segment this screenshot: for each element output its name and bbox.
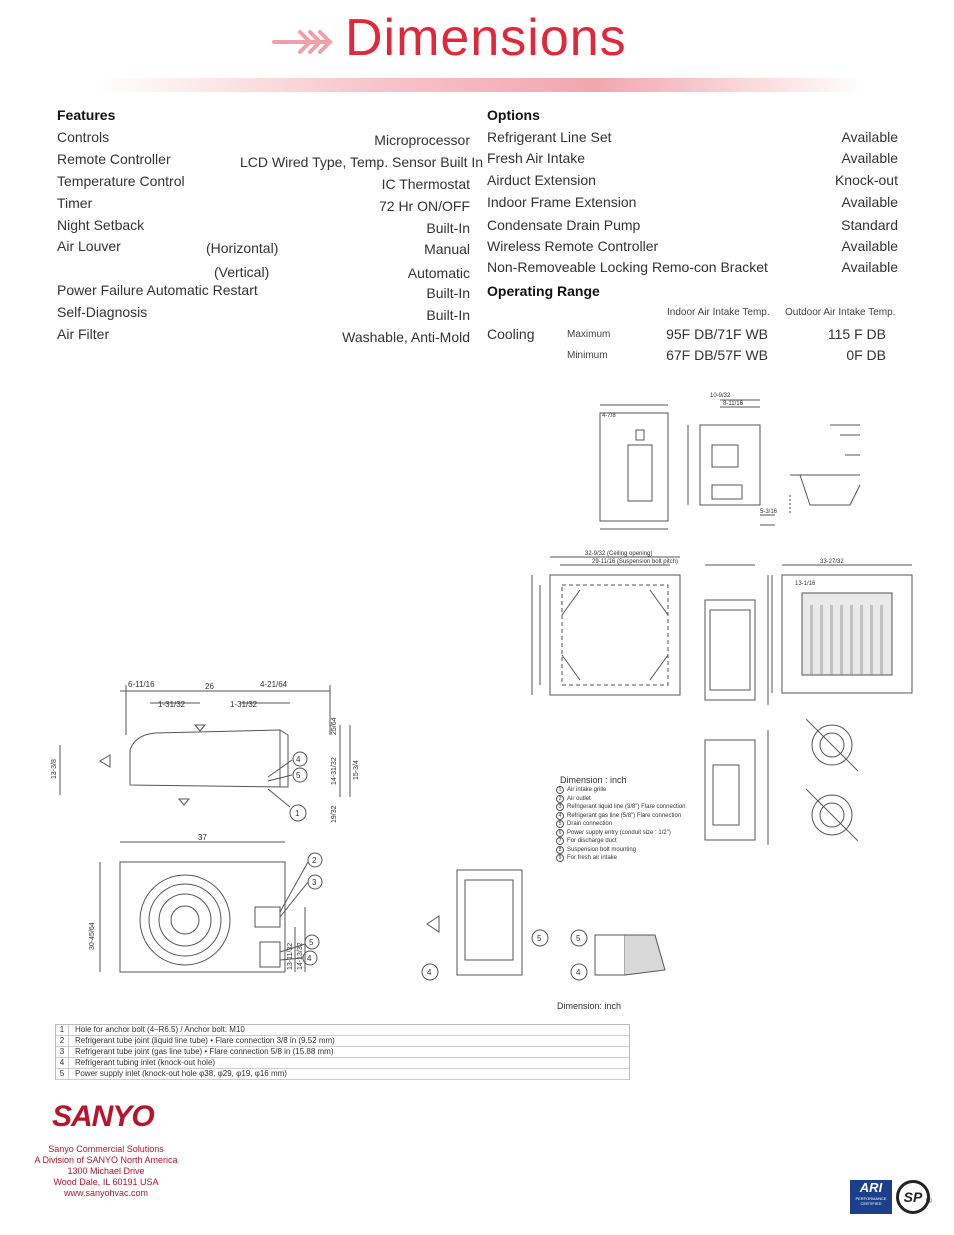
feature-value: Built-In [426, 285, 470, 301]
option-label: Non-Removeable Locking Remo-con Bracket [487, 259, 768, 275]
outdoor-legend-number: 2 [56, 1036, 69, 1046]
option-value: Standard [841, 217, 898, 233]
outdoor-legend-number: 4 [56, 1058, 69, 1068]
option-value: Available [841, 129, 898, 145]
feature-label: Air Louver [57, 238, 121, 254]
feature-value: Washable, Anti-Mold [342, 329, 470, 345]
option-label: Fresh Air Intake [487, 150, 586, 166]
indoor-side-view [600, 413, 668, 521]
footer-line: Sanyo Commercial Solutions [48, 1144, 164, 1154]
outdoor-callout-5: 5 [296, 771, 301, 780]
outdoor-dim-d7: 25/64 [331, 717, 338, 735]
outdoor-callout-4b: 4 [307, 954, 312, 963]
option-value: Available [841, 238, 898, 254]
footer-address [30, 1144, 182, 1199]
outdoor-callout-1: 1 [295, 809, 300, 818]
indoor-legend-number: 7 [556, 837, 564, 845]
outdoor-dim-d12: 30-45/64 [89, 922, 96, 950]
indoor-legend-item [556, 829, 686, 838]
indoor-legend-text: Refrigerant gas line (5/8") Flare connection [567, 812, 682, 819]
options-heading: Options [487, 107, 540, 123]
indoor-legend-number: 3 [556, 803, 564, 811]
outdoor-callout-2: 2 [312, 856, 317, 865]
indoor-legend-text: Power supply entry (conduit size : 1/2") [567, 829, 671, 836]
feature-label: Air Filter [57, 326, 110, 342]
ari-certification-badge [850, 1180, 892, 1214]
page-title: Dimensions [345, 9, 627, 67]
indoor-front-view [700, 425, 760, 505]
outdoor-legend-row [56, 1069, 629, 1080]
indoor-legend-number: 2 [556, 795, 564, 803]
indoor-legend-number: 1 [556, 786, 564, 794]
outdoor-detail-callout-5: 5 [537, 934, 542, 943]
feature-value: IC Thermostat [381, 176, 470, 192]
indoor-dim-e: 10-9/32 [710, 393, 731, 399]
indoor-legend-number: 5 [556, 820, 564, 828]
option-value: Available [841, 150, 898, 166]
indoor-side-view-2 [705, 600, 755, 700]
indoor-legend-number: 8 [556, 846, 564, 854]
outdoor-callout-3: 3 [312, 878, 317, 887]
indoor-dim-h: 5-3/16 [760, 509, 778, 515]
outdoor-legend-text: Hole for anchor bolt (4–R6.5) / Anchor bolt: M10 [75, 1025, 245, 1034]
outdoor-front-drawing [80, 832, 370, 1002]
option-label: Condensate Drain Pump [487, 217, 641, 233]
registered-mark: ® [926, 1196, 932, 1205]
feature-value: Manual [424, 241, 470, 257]
outdoor-legend-row [56, 1058, 629, 1069]
feature-value: Automatic [407, 265, 470, 281]
indoor-dim-g: 4-7/8 [602, 413, 616, 419]
indoor-legend-text: Air outlet [567, 795, 591, 802]
indoor-dim-d: 13-1/16 [795, 581, 816, 587]
feature-value: Built-In [426, 220, 470, 236]
outdoor-callout-5b: 5 [309, 938, 314, 947]
feature-label: Timer [57, 195, 93, 211]
indoor-min-value: 67F DB/57F WB [666, 347, 768, 363]
indoor-legend-item [556, 812, 686, 821]
indoor-plan-view [550, 575, 680, 695]
option-label: Wireless Remote Controller [487, 238, 659, 254]
outdoor-legend-row [56, 1047, 629, 1058]
sanyo-logo: SANYO [52, 1100, 154, 1133]
option-value: Available [841, 259, 898, 275]
minimum-label: Minimum [567, 350, 608, 361]
indoor-legend-item [556, 837, 686, 846]
outdoor-dimension-note: Dimension: inch [557, 1001, 622, 1011]
outdoor-max-value: 115 F DB [827, 326, 886, 342]
outdoor-callout-4: 4 [296, 755, 301, 764]
feature-label: Temperature Control [57, 173, 185, 189]
outdoor-min-value: 0F DB [846, 347, 886, 363]
feature-label: Self-Diagnosis [57, 304, 148, 320]
features-heading: Features [57, 107, 116, 123]
indoor-legend [556, 786, 686, 863]
indoor-legend-text: Drain connection [567, 821, 613, 827]
indoor-legend-text: Refrigerant liquid line (3/8") Flare connection [567, 804, 686, 810]
indoor-legend-number: 4 [556, 812, 564, 820]
cooling-label: Cooling [487, 326, 535, 342]
outdoor-legend-text: Refrigerant tubing inlet (knock-out hole) [75, 1058, 216, 1067]
maximum-label: Maximum [567, 329, 611, 340]
indoor-legend-text: Suspension bolt mounting [567, 846, 637, 853]
outdoor-right-drawing [415, 860, 675, 990]
indoor-dim-c: 33-27/32 [820, 559, 844, 565]
indoor-legend-number: 6 [556, 829, 564, 837]
outdoor-legend-number: 3 [56, 1047, 69, 1057]
indoor-dim-f: 8-11/16 [723, 401, 743, 407]
outdoor-dim-d3: 4-21/64 [260, 680, 288, 689]
outdoor-right-side [457, 870, 522, 975]
outdoor-side-drawing [40, 675, 370, 835]
chevron-arrows-icon [272, 28, 336, 56]
feature-value: LCD Wired Type, Temp. Sensor Built In [240, 154, 484, 170]
ari-label: ARI [859, 1180, 883, 1195]
option-label: Airduct Extension [487, 172, 596, 188]
outdoor-dim-d10: 19/32 [331, 805, 338, 823]
outdoor-legend-row [56, 1025, 629, 1036]
operating-range-heading: Operating Range [487, 283, 600, 299]
feature-sub-label: (Horizontal) [206, 240, 279, 256]
outdoor-legend-table [55, 1024, 630, 1080]
csa-certification-icon: SP [896, 1180, 930, 1214]
outdoor-dim-d14: 14-13/32 [297, 942, 304, 970]
indoor-legend-text: Air intake grille [567, 787, 607, 793]
title-rule [95, 78, 865, 92]
outdoor-legend-text: Refrigerant tube joint (gas line tube) • Flare connection 5/8 in (15.88 mm) [75, 1047, 334, 1056]
indoor-legend-text: For discharge duct [567, 838, 617, 844]
outdoor-detail-callout-4: 4 [427, 968, 432, 977]
option-value: Available [841, 194, 898, 210]
feature-label: Night Setback [57, 217, 145, 233]
outdoor-dim-d9: 15-3/4 [353, 760, 360, 780]
indoor-dim-b: 29-11/16 (Suspension bolt pitch) [592, 559, 678, 565]
outdoor-dim-d4: 1-31/32 [158, 700, 186, 709]
indoor-legend-item [556, 820, 686, 829]
footer-line: Wood Dale, IL 60191 USA [53, 1177, 159, 1187]
outdoor-dim-d13: 13-11/32 [287, 942, 294, 970]
indoor-legend-number: 9 [556, 854, 564, 862]
indoor-legend-item [556, 795, 686, 804]
feature-value: Microprocessor [374, 132, 470, 148]
indoor-max-value: 95F DB/71F WB [666, 326, 768, 342]
outdoor-legend-number: 1 [56, 1025, 69, 1035]
outdoor-legend-number: 5 [56, 1069, 69, 1079]
outdoor-temp-header: Outdoor Air Intake Temp. [785, 307, 896, 318]
option-value: Knock-out [834, 172, 898, 188]
option-label: Refrigerant Line Set [487, 129, 612, 145]
feature-label: Power Failure Automatic Restart [57, 282, 258, 298]
footer-line: A Division of SANYO North America [34, 1155, 178, 1165]
indoor-dim-a: 32-9/32 (Ceiling opening) [585, 551, 653, 557]
outdoor-legend-text: Power supply inlet (knock-out hole φ38, φ29, φ19, φ16 mm) [75, 1069, 287, 1078]
outdoor-dim-d8: 14-31/32 [331, 757, 338, 785]
outdoor-dim-d2: 26 [205, 682, 214, 691]
indoor-temp-header: Indoor Air Intake Temp. [667, 307, 770, 318]
indoor-legend-text: For fresh air intake [567, 855, 618, 861]
indoor-legend-item [556, 846, 686, 855]
indoor-legend-item [556, 786, 686, 795]
feature-sub-label: (Vertical) [214, 264, 270, 280]
feature-value: 72 Hr ON/OFF [378, 198, 470, 214]
feature-label: Controls [57, 129, 110, 145]
outdoor-detail-callout-5b: 5 [576, 934, 581, 943]
outdoor-dim-d6: 13-3/8 [51, 759, 58, 779]
outdoor-legend-text: Refrigerant tube joint (liquid line tube) • Flare connection 3/8 in (9.52 mm) [75, 1036, 335, 1045]
outdoor-dim-d11: 37 [198, 833, 207, 842]
footer-line: 1300 Michael Drive [67, 1166, 145, 1176]
outdoor-dim-d5: 1-31/32 [230, 700, 258, 709]
feature-value: Built-In [426, 307, 470, 323]
outdoor-unit-body [130, 730, 288, 787]
outdoor-detail-callout-4b: 4 [576, 968, 581, 977]
feature-label: Remote Controller [57, 151, 171, 167]
outdoor-dim-d1: 6-11/16 [128, 680, 155, 689]
ari-sub-label: PERFORMANCE CERTIFIED [855, 1196, 887, 1206]
fan-guard [140, 875, 230, 965]
indoor-legend-item [556, 803, 686, 812]
option-label: Indoor Frame Extension [487, 194, 637, 210]
indoor-dimension-note: Dimension : inch [560, 775, 627, 785]
footer-line: www.sanyohvac.com [63, 1188, 149, 1198]
outdoor-legend-row [56, 1036, 629, 1047]
